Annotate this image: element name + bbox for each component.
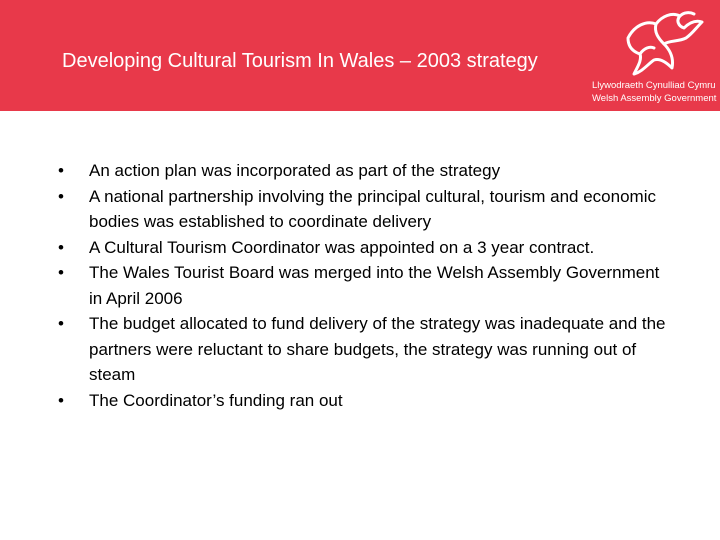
bullet-marker: • [58, 263, 64, 282]
bullet-text: A national partnership involving the principal cultural, tourism and economic bodies was established to coordinate delivery [89, 186, 656, 231]
logo-text-english: Welsh Assembly Government [592, 93, 717, 104]
bullet-text: The budget allocated to fund delivery of the strategy was inadequate and the partners were reluctant to share budgets, the strategy was running out of steam [89, 314, 666, 384]
bullet-item [58, 235, 668, 261]
bullet-list [58, 158, 668, 413]
bullet-marker: • [58, 161, 64, 180]
welsh-assembly-logo [590, 8, 717, 106]
bullet-item [58, 311, 668, 388]
bullet-item [58, 184, 668, 235]
bullet-marker: • [58, 390, 64, 410]
bullet-text: An action plan was incorporated as part of the strategy [89, 161, 501, 180]
bullet-item [58, 158, 668, 184]
title-banner [0, 0, 720, 111]
welsh-dragon-icon [620, 8, 706, 80]
bullet-marker: • [58, 314, 64, 333]
bullet-item [58, 388, 668, 414]
bullet-marker: • [58, 237, 64, 257]
bullet-item [58, 260, 668, 311]
slide-title: Developing Cultural Tourism In Wales – 2003 strategy [62, 50, 538, 72]
bullet-marker: • [58, 186, 64, 206]
bullet-text: The Wales Tourist Board was merged into the Welsh Assembly Government in April 2006 [89, 263, 660, 308]
bullet-text: The Coordinator’s funding ran out [89, 390, 343, 410]
logo-text-welsh: Llywodraeth Cynulliad Cymru [592, 80, 716, 91]
bullet-text: A Cultural Tourism Coordinator was appointed on a 3 year contract. [89, 237, 595, 257]
